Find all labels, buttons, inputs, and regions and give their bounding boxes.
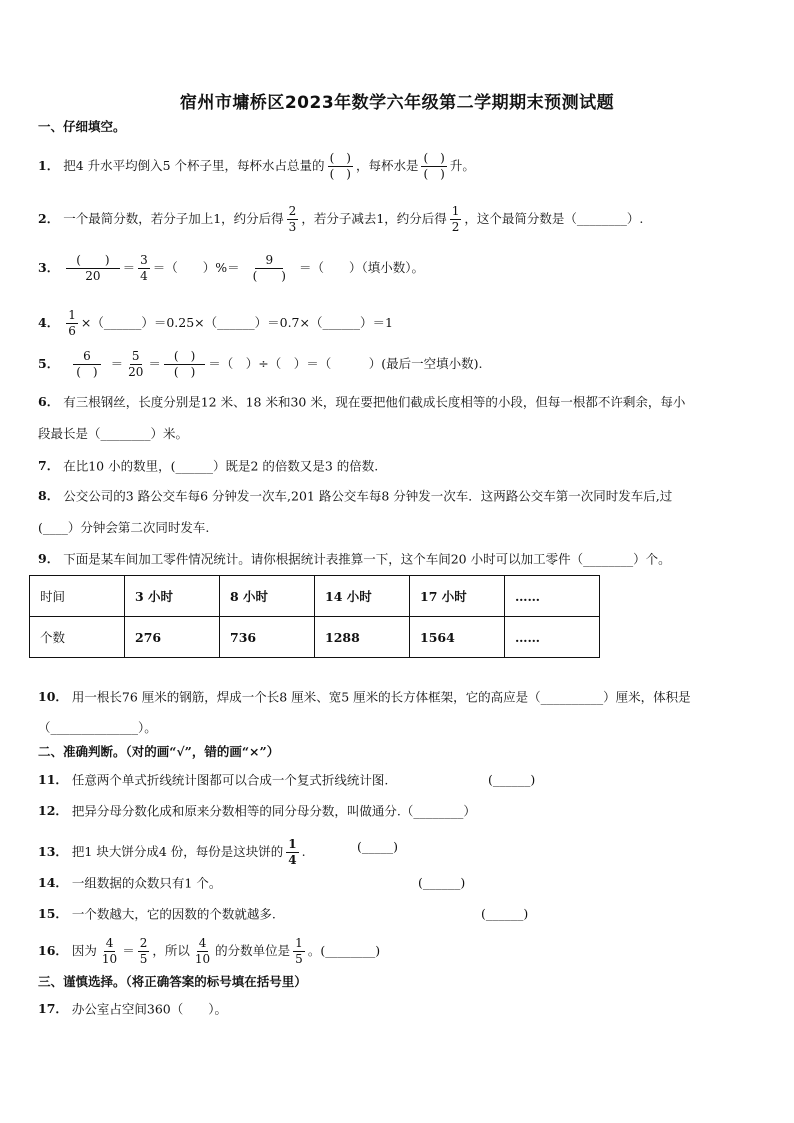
- question-14: [38, 877, 221, 890]
- question-number: 5．: [38, 355, 60, 371]
- question-9: [38, 553, 671, 566]
- equals-sign: ＝: [122, 942, 135, 958]
- answer-blank[interactable]: (______): [481, 906, 529, 921]
- question-12: [38, 805, 476, 818]
- question-number: 11．: [38, 772, 68, 788]
- question-text: 把异分母分数化成和原来分数相等的同分母分数，叫做通分.（________）: [71, 803, 476, 819]
- question-text: ，每杯水是: [355, 157, 419, 173]
- fraction: $\frac{6}{( )}$: [66, 350, 107, 378]
- question-8: [38, 490, 672, 503]
- table-cell: 276: [125, 617, 220, 658]
- statistics-table: [29, 575, 600, 658]
- question-text: 在比10 小的数里，(______）既是2 的倍数又是3 的倍数.: [63, 458, 379, 474]
- blank-fraction[interactable]: $\frac{( )}{( )}$: [329, 151, 351, 181]
- question-text: 因为: [71, 942, 97, 958]
- answer-blank[interactable]: (______): [488, 772, 536, 787]
- question-text: 用一根长76 厘米的钢筋，焊成一个长8 厘米、宽5 厘米的长方体框架，它的高应是（__________）厘米，体积是: [71, 689, 691, 705]
- question-10: [38, 691, 691, 704]
- question-number: 4．: [38, 314, 60, 330]
- fraction: $\frac{4}{10}$: [194, 936, 211, 966]
- table-cell: 1564: [410, 617, 505, 658]
- question-15: [38, 908, 276, 921]
- question-number: 7．: [38, 458, 60, 474]
- table-row: [30, 617, 600, 658]
- page-title: 宿州市墉桥区2023年数学六年级第二学期期末预测试题: [179, 93, 615, 113]
- question-text: 有三根钢丝，长度分别是12 米、18 米和30 米，现在要把他们截成长度相等的小段，但每一根都不许剩余，每小: [63, 394, 686, 410]
- question-number: 12．: [38, 803, 68, 819]
- equals-sign: ＝: [110, 355, 124, 371]
- question-5: [38, 350, 482, 378]
- question-text: 把1 块大饼分成4 份，每份是这块饼的: [71, 843, 284, 859]
- question-3: [38, 254, 424, 282]
- question-number: 9．: [38, 551, 60, 567]
- fraction: $\frac{2}{3}$: [288, 204, 297, 234]
- question-text: 升。: [449, 157, 475, 173]
- fraction: $\frac{1}{5}$: [295, 936, 303, 966]
- blank-fraction[interactable]: $\frac{( )}{20}$: [66, 254, 119, 282]
- question-text: 一组数据的众数只有1 个。: [71, 875, 222, 891]
- table-cell: 14 小时: [315, 576, 410, 617]
- table-cell: 17 小时: [410, 576, 505, 617]
- question-number: 8．: [38, 488, 60, 504]
- question-8-continued: (____）分钟会第二次同时发车.: [38, 520, 210, 535]
- fraction: $\frac{5}{20}$: [128, 349, 144, 379]
- question-text: ，这个最简分数是（________）.: [464, 210, 644, 226]
- question-number: 16．: [38, 942, 68, 958]
- question-number: 6．: [38, 394, 60, 410]
- question-text: 公交公司的3 路公交车每6 分钟发一次车,201 路公交车每8 分钟发一次车．这两路公交车第一次同时发车后,过: [63, 488, 673, 504]
- fraction: $\frac{1}{2}$: [451, 204, 460, 234]
- question-4: [38, 309, 393, 337]
- question-number: 3．: [38, 259, 60, 275]
- question-13: [38, 838, 306, 866]
- question-text: ×（______）＝0.25×（______）＝0.7×（______）＝1: [80, 314, 393, 330]
- question-16: [38, 937, 380, 965]
- blank-fraction[interactable]: $\frac{9}{( )}$: [252, 253, 286, 283]
- fraction: $\frac{1}{4}$: [288, 837, 297, 867]
- equals-sign: ＝: [122, 259, 136, 275]
- section-heading-1: 一、仔细填空。: [38, 119, 126, 134]
- question-number: 17．: [38, 1001, 68, 1017]
- equals-sign: ＝: [148, 355, 161, 371]
- table-cell: 3 小时: [125, 576, 220, 617]
- question-number: 10．: [38, 689, 68, 705]
- table-cell: 8 小时: [220, 576, 315, 617]
- table-cell: ……: [505, 617, 600, 658]
- question-text: ，所以: [152, 942, 190, 958]
- question-text: 一个最简分数，若分子加上1，约分后得: [63, 210, 284, 226]
- question-6: [38, 396, 685, 409]
- question-number: 15．: [38, 906, 68, 922]
- question-7: [38, 460, 378, 473]
- blank-fraction[interactable]: $\frac{( )}{( )}$: [164, 350, 205, 378]
- question-text: ，若分子减去1，约分后得: [301, 210, 447, 226]
- table-row: [30, 576, 600, 617]
- question-text: ＝（ ）÷（ ）＝（ ）(最后一空填小数).: [208, 355, 483, 371]
- question-text: ＝（ ）（填小数）。: [299, 259, 425, 275]
- question-17: [38, 1003, 227, 1016]
- question-number: 13．: [38, 843, 68, 859]
- answer-blank[interactable]: (______): [418, 875, 466, 890]
- question-2: [38, 205, 643, 233]
- table-cell: 个数: [30, 617, 125, 658]
- question-text: ＝（ ）%＝: [152, 259, 240, 275]
- question-number: 14．: [38, 875, 68, 891]
- fraction: $\frac{3}{4}$: [140, 253, 148, 283]
- question-text: 下面是某车间加工零件情况统计。请你根据统计表推算一下，这个车间20 小时可以加工零件（________）个。: [63, 551, 671, 567]
- question-text: 任意两个单式折线统计图都可以合成一个复式折线统计图.: [71, 772, 389, 788]
- table-cell: ……: [505, 576, 600, 617]
- question-11: [38, 774, 388, 787]
- fraction: $\frac{2}{5}$: [139, 936, 148, 966]
- table-cell: 736: [220, 617, 315, 658]
- question-number: 2．: [38, 210, 60, 226]
- question-text: 的分数单位是: [215, 942, 291, 958]
- blank-fraction[interactable]: $\frac{( )}{( )}$: [423, 151, 445, 181]
- question-text: 把4 升水平均倒入5 个杯子里，每杯水占总量的: [63, 157, 325, 173]
- question-6-continued: 段最长是（________）米。: [38, 426, 189, 441]
- question-text: .: [301, 843, 306, 859]
- question-number: 1．: [38, 157, 60, 173]
- question-text: 一个数越大，它的因数的个数就越多.: [71, 906, 276, 922]
- fraction: $\frac{1}{6}$: [68, 308, 76, 338]
- question-text: 。(________): [307, 942, 381, 958]
- question-1: [38, 152, 475, 180]
- table-cell: 1288: [315, 617, 410, 658]
- section-heading-3: 三、谨慎选择。（将正确答案的标号填在括号里）: [38, 974, 307, 989]
- answer-blank[interactable]: (_____): [357, 839, 399, 854]
- question-text: 办公室占空间360（ ）。: [71, 1001, 228, 1017]
- table-cell: 时间: [30, 576, 125, 617]
- fraction: $\frac{4}{10}$: [101, 936, 118, 966]
- question-10-continued: （______________）。: [38, 720, 157, 735]
- section-heading-2: 二、准确判断。（对的画“√”，错的画“×”）: [38, 744, 280, 759]
